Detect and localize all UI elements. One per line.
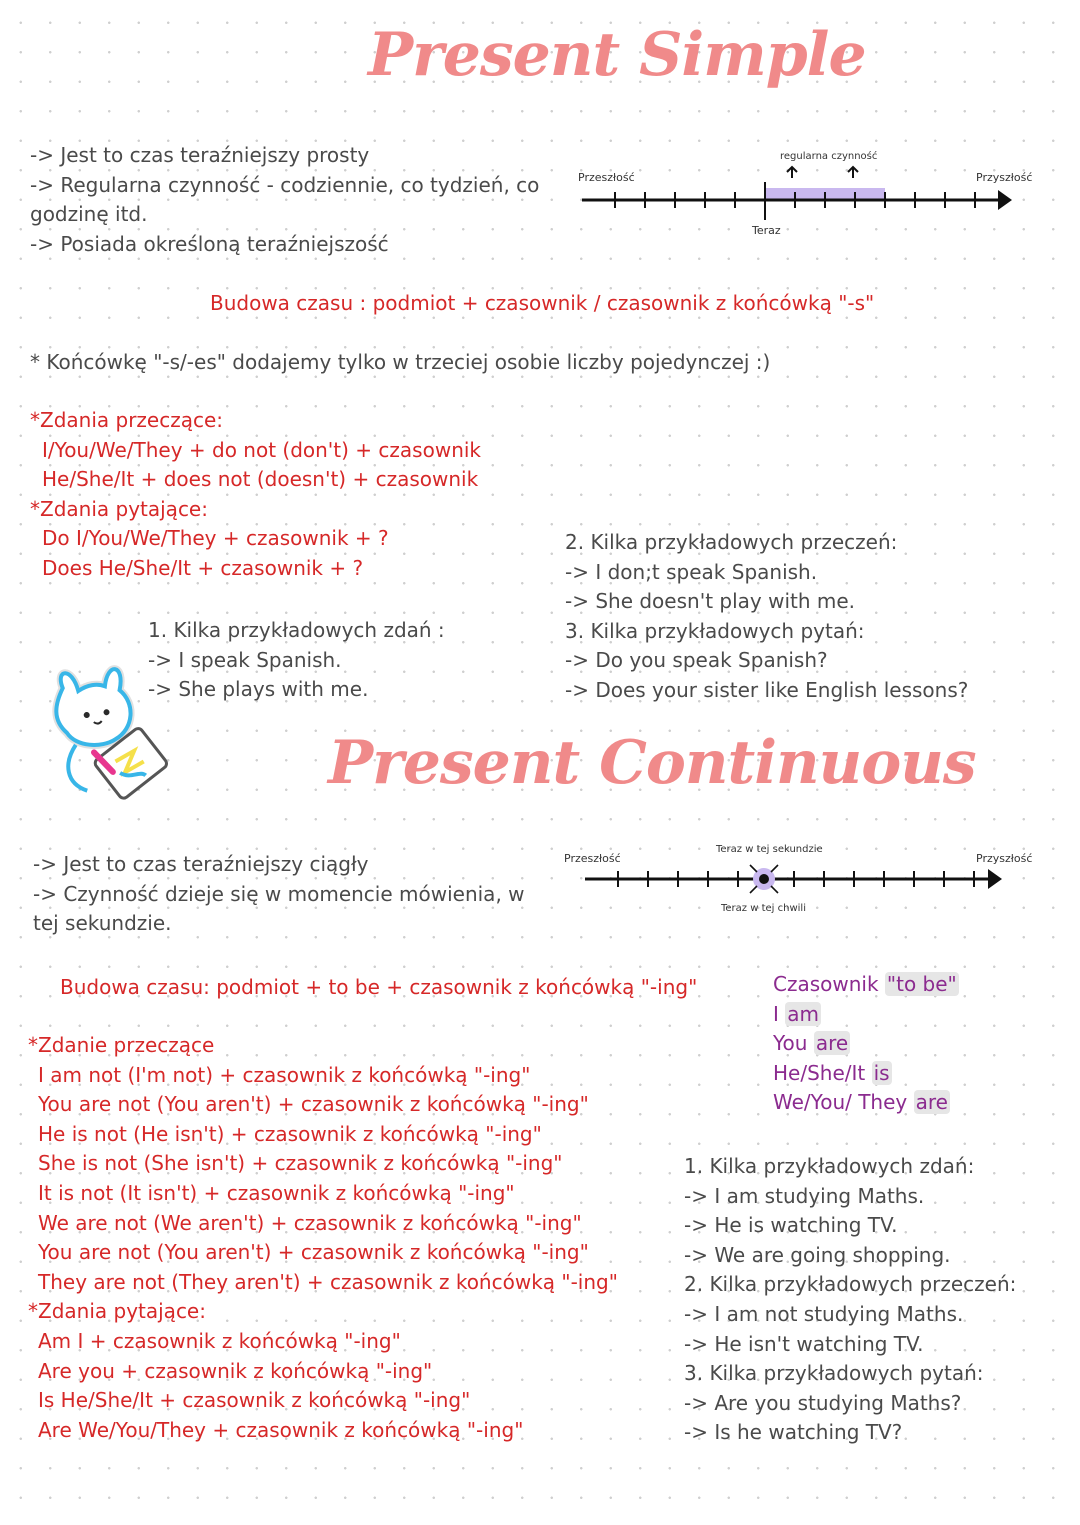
to-be-verb: are xyxy=(915,1090,948,1115)
example-line: -> We are going shopping. xyxy=(684,1242,951,1267)
question-rule: Do I/You/We/They + czasownik + ? xyxy=(42,526,389,551)
negative-rule: You are not (You aren't) + czasownik z końcówką "-ing" xyxy=(38,1240,589,1265)
negative-rule: They are not (They aren't) + czasownik z końcówką "-ing" xyxy=(38,1269,618,1294)
now-dot xyxy=(759,874,769,884)
present-continuous-timeline xyxy=(560,835,1040,920)
bunny-sticker-icon xyxy=(40,662,175,812)
present-simple-intro xyxy=(30,141,539,259)
example-line: -> She plays with me. xyxy=(148,677,369,702)
example-line: -> I am not studying Maths. xyxy=(684,1301,964,1326)
timeline-past-label: Przeszłość xyxy=(578,171,635,184)
timeline-future-label: Przyszłość xyxy=(976,852,1033,865)
present-continuous-structure: Budowa czasu: podmiot + to be + czasownik z końcówką "-ing" xyxy=(60,975,698,999)
intro-line: -> Regularna czynność - codziennie, co tydzień, co xyxy=(30,172,540,197)
timeline-past-label: Przeszłość xyxy=(564,852,621,865)
negative-rule: You are not (You aren't) + czasownik z końcówką "-ing" xyxy=(38,1092,589,1117)
negative-rule: I am not (I'm not) + czasownik z końcówką "-ing" xyxy=(38,1062,531,1087)
examples-header: 1. Kilka przykładowych zdań: xyxy=(684,1154,975,1178)
timeline-now-label: Teraz xyxy=(752,224,781,237)
intro-line: -> Posiada określoną teraźniejszość xyxy=(30,231,389,256)
negative-header: *Zdanie przeczące xyxy=(28,1033,215,1057)
present-simple-title: Present Simple xyxy=(368,20,866,90)
to-be-verb: are xyxy=(815,1031,849,1056)
to-be-subject: I xyxy=(773,1001,786,1026)
example-line: -> Are you studying Maths? xyxy=(684,1390,962,1415)
neg-examples-header: 2. Kilka przykładowych przeczeń: xyxy=(684,1272,1017,1297)
intro-line: -> Czynność dzieje się w momencie mówienia, w xyxy=(33,881,525,906)
intro-line: -> Jest to czas teraźniejszy ciągły xyxy=(33,852,369,876)
timeline-now-bottom-label: Teraz w tej chwili xyxy=(721,903,806,914)
to-be-verb: is xyxy=(873,1060,890,1085)
example-line: -> She doesn't play with me. xyxy=(565,589,856,614)
example-line: -> Do you speak Spanish? xyxy=(565,648,828,673)
present-simple-note: * Końcówkę "-s/-es" dodajemy tylko w trzeciej osobie liczby pojedynczej :) xyxy=(30,350,771,374)
question-header: *Zdania pytające: xyxy=(30,496,208,521)
intro-line: godzinę itd. xyxy=(30,202,148,227)
to-be-header: Czasownik xyxy=(773,972,885,996)
negative-rule: We are not (We aren't) + czasownik z końcówką "-ing" xyxy=(38,1210,582,1235)
negative-rule: She is not (She isn't) + czasownik z końcówką "-ing" xyxy=(38,1151,563,1176)
negative-rule: He is not (He isn't) + czasownik z końcówką "-ing" xyxy=(38,1121,542,1146)
question-rule: Are We/You/They + czasownik z końcówką "-ing" xyxy=(38,1417,524,1442)
present-simple-rules xyxy=(30,406,481,584)
example-line: -> I speak Spanish. xyxy=(148,647,342,672)
intro-line: -> Jest to czas teraźniejszy prosty xyxy=(30,143,370,167)
present-simple-examples xyxy=(148,616,445,705)
present-simple-structure: Budowa czasu : podmiot + czasownik / czasownik z końcówką "-s" xyxy=(210,291,875,315)
present-simple-more-examples xyxy=(565,528,968,706)
question-rule: Are you + czasownik z końcówką "-ing" xyxy=(38,1358,433,1383)
example-line: -> He is watching TV. xyxy=(684,1213,898,1238)
question-header: *Zdania pytające: xyxy=(28,1299,206,1324)
up-arrow-icon xyxy=(787,167,858,178)
question-rule: Does He/She/It + czasownik + ? xyxy=(42,555,364,580)
timeline-arrow xyxy=(988,869,1002,889)
present-simple-timeline xyxy=(570,140,1040,240)
example-line: -> Does your sister like English lessons? xyxy=(565,677,969,702)
negative-rule: He/She/It + does not (doesn't) + czasownik xyxy=(42,467,479,492)
present-continuous-rules xyxy=(28,1031,618,1445)
q-examples-header: 3. Kilka przykładowych pytań: xyxy=(684,1361,984,1386)
q-examples-header: 3. Kilka przykładowych pytań: xyxy=(565,618,865,643)
negative-rule: I/You/We/They + do not (don't) + czasownik xyxy=(42,437,482,462)
to-be-subject: He/She/It xyxy=(773,1060,872,1085)
to-be-verb: am xyxy=(787,1001,820,1026)
present-continuous-examples xyxy=(684,1152,1016,1448)
question-rule: Am I + czasownik z końcówką "-ing" xyxy=(38,1328,401,1353)
example-line: -> Is he watching TV? xyxy=(684,1420,903,1445)
timeline-now-top-label: Teraz w tej sekundzie xyxy=(716,844,823,855)
to-be-header-word: "to be" xyxy=(886,972,957,996)
examples-header: 1. Kilka przykładowych zdań : xyxy=(148,618,445,642)
question-rule: Is He/She/It + czasownik z końcówką "-ing" xyxy=(38,1388,471,1413)
neg-examples-header: 2. Kilka przykładowych przeczeń: xyxy=(565,530,898,554)
example-line: -> I am studying Maths. xyxy=(684,1183,925,1208)
to-be-subject: We/You/ They xyxy=(773,1090,914,1115)
timeline-arrow xyxy=(998,190,1012,210)
present-continuous-title: Present Continuous xyxy=(328,728,976,798)
timeline-regular-label: regularna czynność xyxy=(780,151,878,162)
timeline-future-label: Przyszłość xyxy=(976,171,1033,184)
present-continuous-intro xyxy=(33,850,525,939)
example-line: -> He isn't watching TV. xyxy=(684,1331,924,1356)
example-line: -> I don;t speak Spanish. xyxy=(565,559,818,584)
negative-header: *Zdania przeczące: xyxy=(30,408,224,432)
intro-line: tej sekundzie. xyxy=(33,911,172,936)
to-be-table xyxy=(773,970,959,1118)
negative-rule: It is not (It isn't) + czasownik z końcówką "-ing" xyxy=(38,1180,515,1205)
to-be-subject: You xyxy=(773,1031,814,1056)
